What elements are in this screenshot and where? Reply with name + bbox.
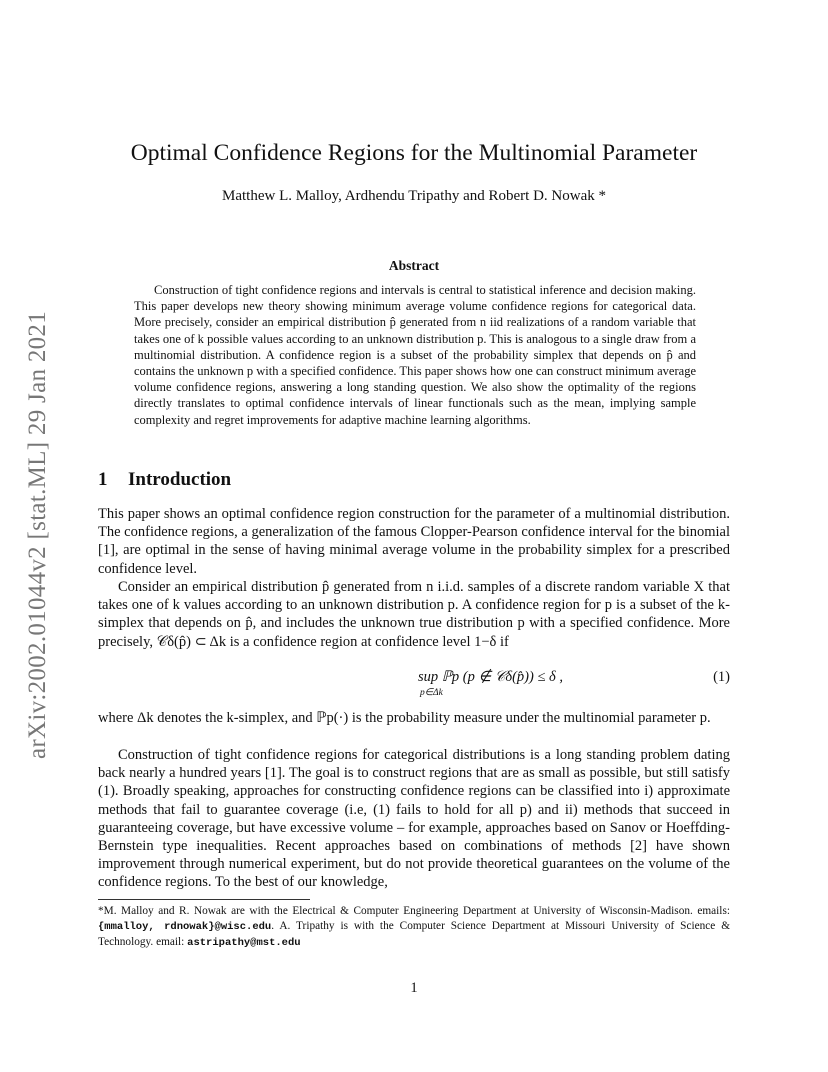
paper-title: Optimal Confidence Regions for the Multinomial Parameter <box>130 140 698 166</box>
abstract-heading: Abstract <box>388 258 440 273</box>
author-list: Matthew L. Malloy, Ardhendu Tripathy and Robert D. Nowak * <box>222 188 606 204</box>
arxiv-identifier-text: arXiv:2002.01044v2 [stat.ML] 29 Jan 2021 <box>24 310 51 760</box>
paragraph-1: This paper shows an optimal confidence region construction for the parameter of a multinomial distribution. The confidence regions, a generalization of the famous Clopper-Pearson confidence interval for the binomial [1], are optimal in the sense of having minimal average volume in the probability simplex for a prescribed confidence level. <box>98 506 730 577</box>
email-link-mst[interactable]: astripathy@mst.edu <box>187 937 301 949</box>
equation-subscript: p∈Δk <box>420 688 443 698</box>
footnote <box>98 904 730 951</box>
equation-1 <box>98 669 730 703</box>
paragraph-2: Consider an empirical distribution p̂ generated from n i.i.d. samples of a discrete random variable X that takes one of k values according to an unknown distribution p. A confidence region for p is a subset of the k-simplex that depends on p̂, and includes the unknown true distribution p with a specified confidence. More precisely, 𝒞δ(p̂) ⊂ Δk is a confidence region at confidence level 1−δ if <box>98 579 730 650</box>
paragraph-4: Construction of tight confidence regions for categorical distributions is a long standing problem dating back nearly a hundred years [1]. The goal is to construct regions that are as small as possible, but still satisfy (1). Broadly speaking, approaches for constructing confidence regions can be classified into i) approximate methods that fail to guarantee coverage (i.e, (1) fails to hold for all p) and ii) methods that succeed in guaranteeing coverage, but have excessive volume – for example, approaches based on Sanov or Hoeffding-Bernstein type inequalities. Recent approaches based on combinations of methods [2] have shown improvement through numerical experiment, but do not provide theoretical guarantees on the volume of the confidence regions. To the best of our knowledge, <box>98 747 730 891</box>
footnote-text-b: . A. Tripathy is with the Computer Science Department at Missouri University of Science & Technology. email: <box>98 920 730 948</box>
equation-number: (1) <box>713 669 730 685</box>
arxiv-identifier <box>18 285 58 785</box>
section-number: 1 <box>98 469 108 490</box>
email-link-wisc[interactable]: {mmalloy, rdnowak}@wisc.edu <box>98 921 272 933</box>
equation-body: sup ℙp (p ∉ 𝒞δ(p̂)) ≤ δ , <box>418 669 564 685</box>
section-heading <box>98 469 231 491</box>
abstract-text: Construction of tight confidence regions and intervals is central to statistical inference and decision making. This paper develops new theory showing minimum average volume confidence regions for categorical data. More precisely, consider an empirical distribution p̂ generated from n iid realizations of a random variable that takes one of k possible values according to an unknown distribution p. This is analogous to a single draw from a multinomial distribution. A confidence region is a subset of the probability simplex that depends on p̂ and contains the unknown p with a specified confidence. This paper shows how one can construct minimum average volume confidence regions, answering a long standing question. We also show the optimality of the regions directly translates to optimal confidence intervals of linear functionals such as the mean, implying sample complexity and regret improvements for adaptive machine learning algorithms. <box>134 283 696 427</box>
paragraph-3: where Δk denotes the k-simplex, and ℙp(·) is the probability measure under the multinomial parameter p. <box>98 710 711 726</box>
footnote-rule <box>98 899 310 900</box>
page-number: 1 <box>410 980 418 996</box>
section-title: Introduction <box>128 469 232 490</box>
footnote-text-a: *M. Malloy and R. Nowak are with the Electrical & Computer Engineering Department at University of Wisconsin-Madison. emails: <box>98 905 730 917</box>
